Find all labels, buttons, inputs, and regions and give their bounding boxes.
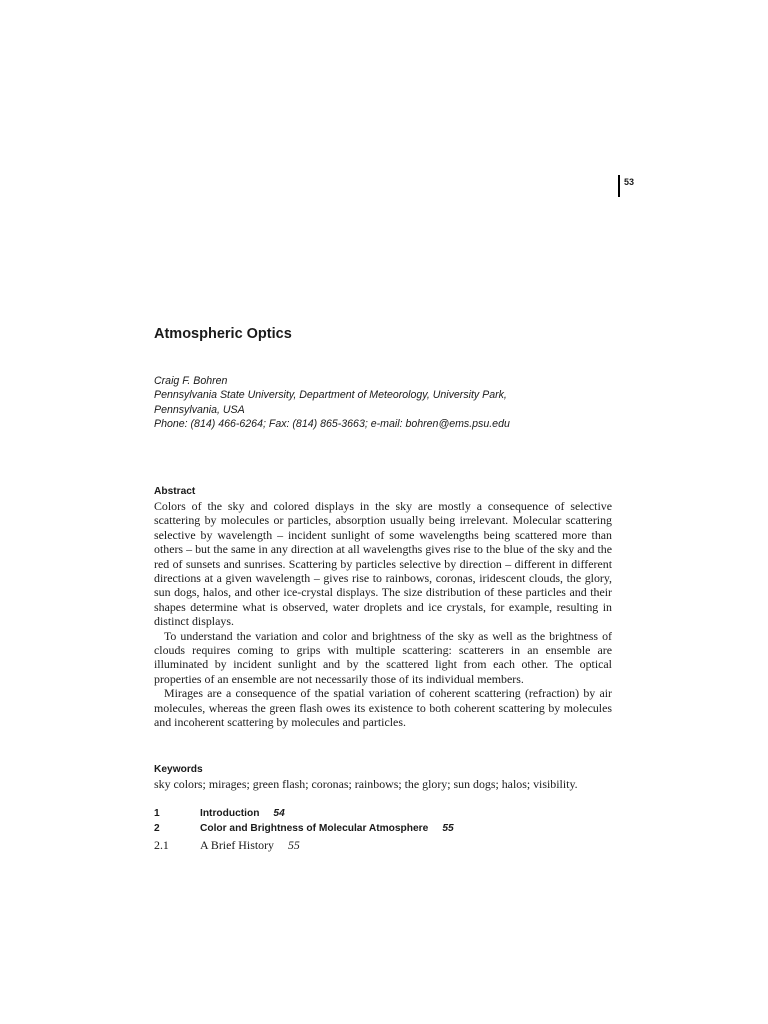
table-of-contents xyxy=(154,808,624,853)
page-number: 53 xyxy=(624,177,635,187)
article-title: Atmospheric Optics xyxy=(154,326,292,342)
toc-entry-title-wrap xyxy=(200,823,454,834)
toc-entry-title: Color and Brightness of Molecular Atmosphere xyxy=(200,823,429,834)
author-contact: Phone: (814) 466-6264; Fax: (814) 865-3663; e-mail: bohren@ems.psu.edu xyxy=(154,417,510,430)
toc-entry-page: 54 xyxy=(273,808,285,819)
page-number-rule xyxy=(618,175,620,197)
toc-entry xyxy=(154,808,624,823)
abstract-paragraph-3: Mirages are a consequence of the spatial variation of coherent scattering (refraction) by air molecules, whereas the green flash owes its existence to both coherent scattering by molecules and incoherent scattering by molecules and particles. xyxy=(154,686,612,730)
author-block xyxy=(154,374,624,431)
toc-entry-page: 55 xyxy=(442,823,454,834)
toc-entry-title: Introduction xyxy=(200,808,260,819)
abstract-heading: Abstract xyxy=(154,486,196,497)
toc-entry-number: 1 xyxy=(154,808,160,819)
toc-entry-number: 2.1 xyxy=(154,838,169,852)
abstract-paragraph-1: Colors of the sky and colored displays in the sky are mostly a consequence of selective scattering by molecules or particles, absorption usually being irrelevant. Molecular scattering selective by wavelength – incident sunlight of some wavelengths being scattered more than others – but the same in any direction at all wavelengths gives rise to the blue of the sky and the red of sunsets and sunrises. Scattering by particles selective by direction – different in different directions at a given wavelength – gives rise to rainbows, coronas, iridescent clouds, the glory, sun dogs, halos, and other ice-crystal displays. The size distribution of these particles and their shapes determine what is observed, water droplets and ice crystals, for example, resulting in distinct displays. xyxy=(154,499,612,629)
toc-entry-title-wrap xyxy=(200,808,285,819)
toc-entry-title: A Brief History xyxy=(200,838,274,852)
toc-entry xyxy=(154,838,624,853)
toc-entry-page: 55 xyxy=(287,838,300,852)
author-affiliation-line2: Pennsylvania, USA xyxy=(154,403,245,416)
author-name: Craig F. Bohren xyxy=(154,375,228,387)
toc-entry xyxy=(154,823,624,838)
toc-entry-title-wrap xyxy=(200,838,300,853)
keywords-heading: Keywords xyxy=(154,764,203,775)
keywords-text: sky colors; mirages; green flash; coronas; rainbows; the glory; sun dogs; halos; visibility. xyxy=(154,777,578,791)
toc-entry-number: 2 xyxy=(154,823,160,834)
author-affiliation-line1: Pennsylvania State University, Department of Meteorology, University Park, xyxy=(154,389,507,402)
abstract-paragraph-2: To understand the variation and color and brightness of the sky as well as the brightness of clouds requires coming to grips with multiple scattering: scatterers in an ensemble are illuminated by incident sunlight and by the scattered light from each other. The optical properties of an ensemble are not necessarily those of its individual members. xyxy=(154,628,612,686)
abstract-body xyxy=(154,499,612,730)
